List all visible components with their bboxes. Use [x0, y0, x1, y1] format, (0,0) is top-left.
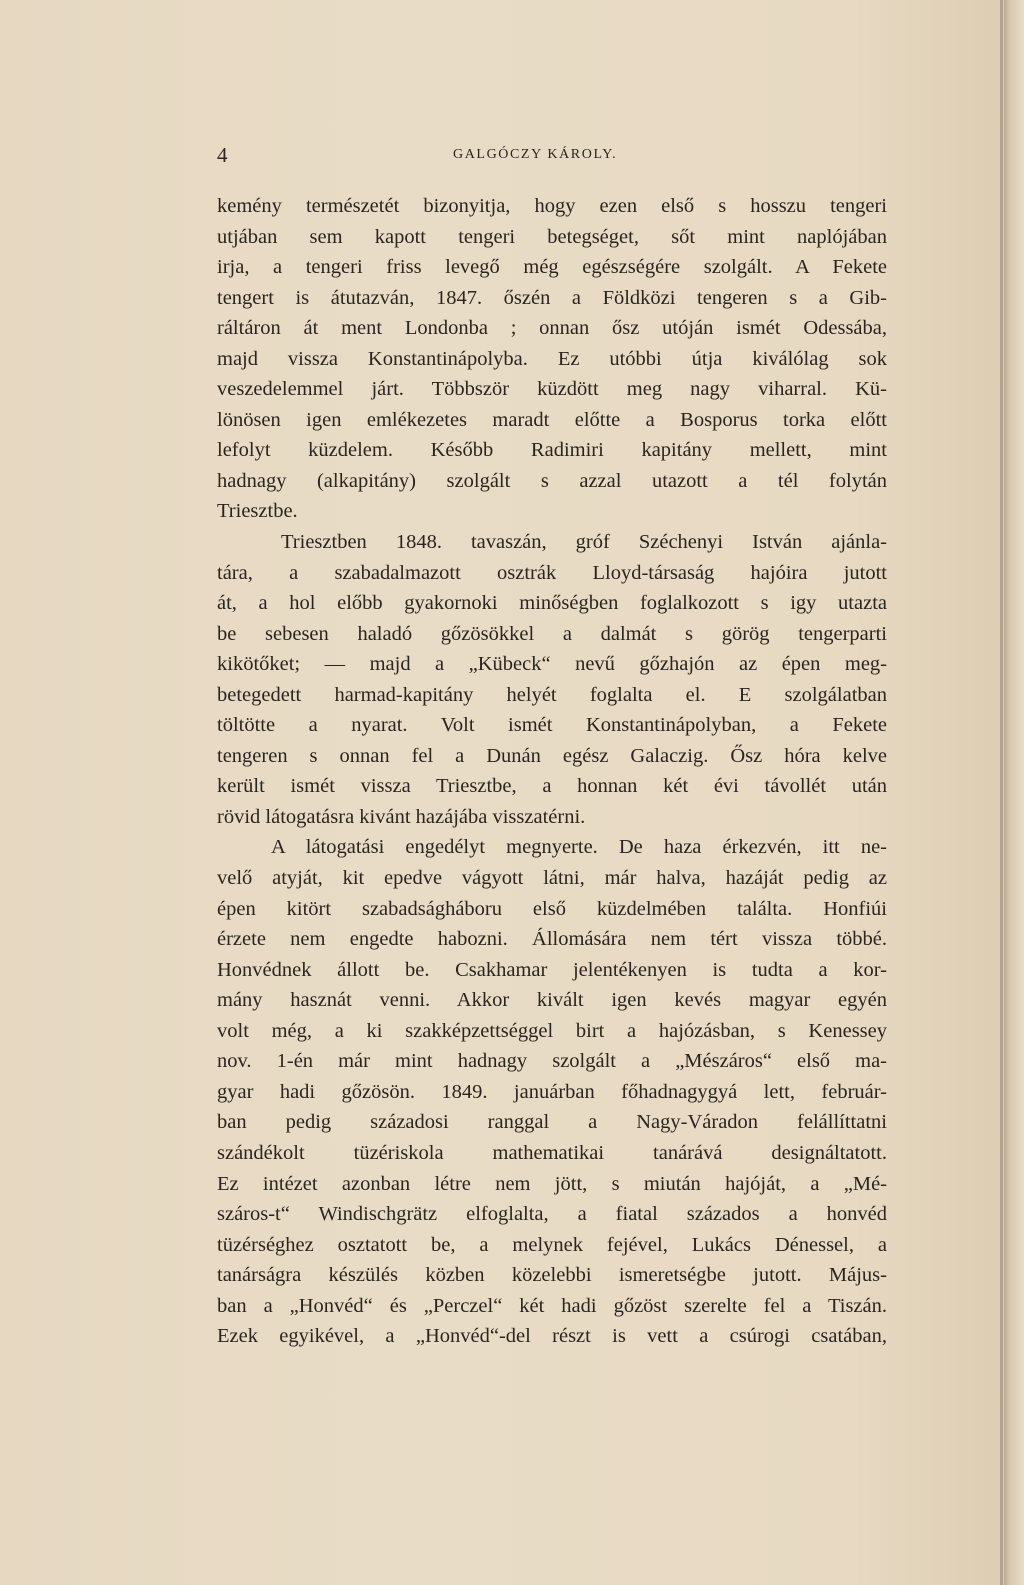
text-line: irja, a tengeri friss levegő még egészségére szolgált. A Fekete: [217, 256, 887, 279]
text-line: volt még, a ki szakképzettséggel birt a hajózásban, s Kenessey: [217, 1019, 887, 1042]
text-line: Ez intézet azonban létre nem jött, s miután hajóját, a „Mé-: [217, 1172, 887, 1195]
text-line: velő atyját, kit epedve vágyott látni, már halva, hazáját pedig az: [217, 867, 887, 890]
text-line: gyar hadi gőzösön. 1849. januárban főhadnagygyá lett, február-: [217, 1080, 887, 1103]
paragraph-start-line: Triesztben 1848. tavaszán, gróf Széchenyi István ajánla-: [281, 531, 887, 554]
text-line: Honvédnek állott be. Csakhamar jelentékenyen is tudta a kor-: [217, 958, 887, 981]
text-line: töltötte a nyarat. Volt ismét Konstantinápolyban, a Fekete: [217, 714, 887, 737]
text-line: át, a hol előbb gyakornoki minőségben foglalkozott s igy utazta: [217, 592, 887, 615]
text-line: Ezek egyikével, a „Honvéd“-del részt is vett a csúrogi csatában,: [217, 1325, 887, 1348]
text-line: szándékolt tüzériskola mathematikai tanárává designáltatott.: [217, 1141, 887, 1164]
page-header: [217, 143, 887, 167]
body-text: [217, 191, 887, 1352]
text-line: kemény természetét bizonyitja, hogy ezen első s hosszu tengeri: [217, 195, 887, 217]
text-line: majd vissza Konstantinápolyba. Ez utóbbi útja kiválólag sok: [217, 347, 887, 370]
text-line: betegedett harmad-kapitány helyét foglalta el. E szolgálatban: [217, 683, 887, 706]
page-number: 4: [217, 143, 228, 167]
text-line: tengert is átutazván, 1847. őszén a Földközi tengeren s a Gib-: [217, 286, 887, 309]
paragraph-end-line: rövid látogatásra kivánt hazájába visszatérni.: [217, 805, 586, 828]
text-line: ráltáron át ment Londonba ; onnan ősz utóján ismét Odessába,: [217, 317, 887, 340]
text-line: tengeren s onnan fel a Dunán egész Galaczig. Ősz hóra kelve: [217, 744, 887, 767]
text-line: lefolyt küzdelem. Később Radimiri kapitány mellett, mint: [217, 439, 887, 462]
text-line: érzete nem engedte habozni. Állomására nem tért vissza többé.: [217, 928, 887, 951]
text-line: tüzérséghez osztatott be, a melynek fejével, Lukács Dénessel, a: [217, 1233, 887, 1256]
text-line: lönösen igen emlékezetes maradt előtte a Bosporus torka előtt: [217, 408, 887, 431]
text-line: száros-t“ Windischgrätz elfoglalta, a fiatal százados a honvéd: [217, 1203, 887, 1226]
text-line: kikötőket; — majd a „Kübeck“ nevű gőzhajón az épen meg-: [217, 653, 887, 676]
text-line: mány hasznát venni. Akkor kivált igen kevés magyar egyén: [217, 989, 887, 1012]
paragraph-end-line: Triesztbe.: [217, 500, 298, 523]
paragraph-start-line: A látogatási engedélyt megnyerte. De haza érkezvén, itt ne-: [271, 836, 887, 859]
text-line: került ismét vissza Triesztbe, a honnan két évi távollét után: [217, 775, 887, 798]
text-line: utjában sem kapott tengeri betegséget, sőt mint naplójában: [217, 225, 887, 248]
text-line: ban a „Honvéd“ és „Perczel“ két hadi gőzöst szerelte fel a Tiszán.: [217, 1294, 887, 1317]
page-edge: [1004, 0, 1024, 1585]
text-line: ban pedig századosi ranggal a Nagy-Váradon felállíttatni: [217, 1111, 887, 1134]
text-line: hadnagy (alkapitány) szolgált s azzal utazott a tél folytán: [217, 469, 887, 492]
running-head: GALGÓCZY KÁROLY.: [453, 147, 618, 162]
text-line: veszedelemmel járt. Többször küzdött meg nagy viharral. Kü-: [217, 378, 887, 401]
page-fold-line: [1000, 0, 1003, 1585]
text-line: tanárságra készülés közben közelebbi ismeretségbe jutott. Május-: [217, 1264, 887, 1287]
text-line: épen kitört szabadságháboru első küzdelmében találta. Honfiúi: [217, 897, 887, 920]
text-line: nov. 1-én már mint hadnagy szolgált a „Mészáros“ első ma-: [217, 1050, 887, 1073]
text-line: be sebesen haladó gőzösökkel a dalmát s görög tengerparti: [217, 622, 887, 645]
text-line: tára, a szabadalmazott osztrák Lloyd-társaság hajóira jutott: [217, 561, 887, 584]
